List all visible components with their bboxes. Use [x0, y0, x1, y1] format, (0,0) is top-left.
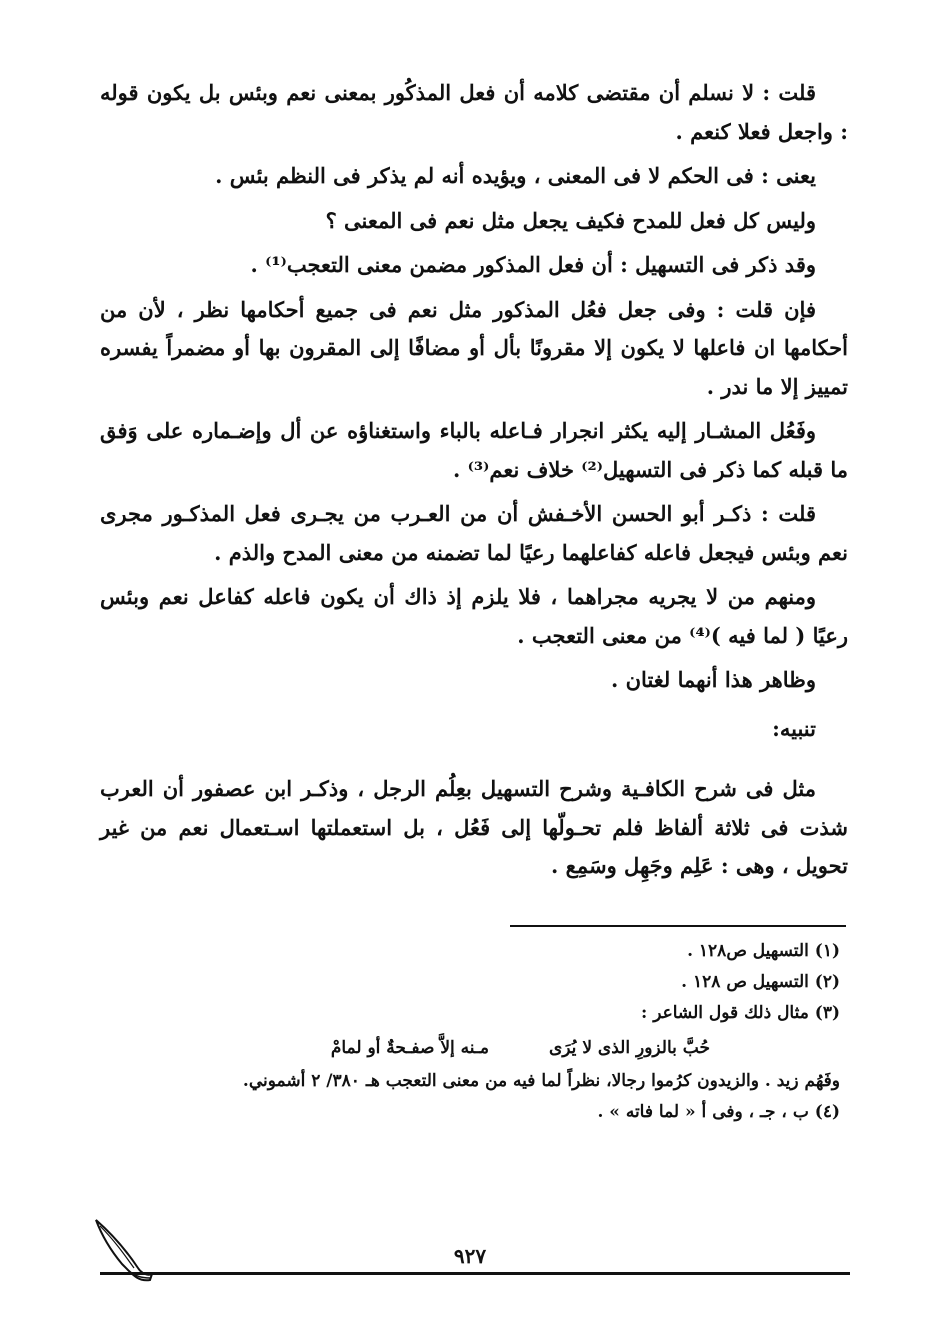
- footnotes: [100, 936, 840, 1128]
- page-number: ٩٢٧: [453, 1244, 487, 1268]
- footnote-4: (٤) ب ، جـ ، وفى أ « لما فاته » .: [597, 1102, 840, 1122]
- paragraph: يعنى : فى الحكم لا فى المعنى ، ويؤيده أنه لم يذكر فى النظم بئس .: [215, 163, 816, 188]
- paragraph: قلت : لا نسلم أن مقتضى كلامه أن فعل المذكُور بمعنى نعم وبئس بل يكون قوله : واجعل فعلا كنعم .: [100, 80, 848, 144]
- main-text: [100, 74, 848, 892]
- paragraph: ومنهم من لا يجريه مجراهما ، فلا يلزم إذ ذاك أن يكون فاعله كفاعل نعم وبئس رعيًا ( لما فيه )⁽⁴⁾ من معنى التعجب .: [100, 584, 848, 648]
- footnote-3: (٣) مثال ذلك قول الشاعر :: [641, 1003, 840, 1023]
- bottom-rule: [100, 1272, 850, 1275]
- footnote-2: (٢) التسهيل ص ١٢٨ .: [681, 972, 840, 992]
- footnote-divider: [510, 925, 846, 927]
- paragraph: وليس كل فعل للمدح فكيف يجعل مثل نعم فى المعنى ؟: [325, 207, 816, 233]
- footnote-1: (١) التسهيل ص١٢٨ .: [687, 941, 840, 961]
- paragraph: وظاهر هذا أنهما لغتان .: [611, 667, 816, 692]
- section-heading: تنبيه:: [772, 715, 816, 741]
- verse-second-hemistich: مـنه إلاَّ صفـحةٌ أو لمامْ: [330, 1038, 489, 1058]
- paragraph: فإن قلت : وفى جعل فعُل المذكور مثل نعم فى جميع أحكامها نظر ، لأن من أحكامها ان فاعلها لا يكون إلا مقرونًا بأل أو مضافًا إلى المقرون بها أو مضمراً يفسره تمييز إلا ما ندر .: [100, 296, 848, 399]
- paragraph: وقد ذكر فى التسهيل : أن فعل المذكور مضمن معنى التعجب⁽¹⁾ .: [250, 252, 816, 277]
- paragraph: وفَعُل المشـار إليه يكثر انجرار فـاعله بالباء واستغناؤه عن أل وإضـماره على وَفق ما قبله كما ذكر فى التسهيل⁽²⁾ خلاف نعم⁽³⁾ .: [100, 418, 848, 482]
- verse-first-hemistich: حُبَّ بالزورِ الذى لا يُرَى: [548, 1038, 710, 1058]
- poetry-verse: [100, 1033, 840, 1064]
- paragraph: مثل فى شرح الكافـية وشرح التسهيل بعِلُم الرجل ، وذكـر ابن عصفور أن العرب شذت فى ثلاثة ألفاظ فلم تحـولّها إلى فَعُل ، بل استعملتها اسـتعمال نعم من غير تحويل ، وهى : عَلِم وجَهِل وسَمِع .: [100, 776, 848, 878]
- paragraph: قلت : ذكـر أبو الحسن الأخـفش أن من العـرب من يجـرى فعل المذكـور مجرى نعم وبئس فيجعل فاعله كفاعلهما رعيًا لما تضمنه من معنى المدح والذم .: [100, 501, 848, 565]
- footnote-3-continuation: وفَهُم زيد . والزيدون كرُموا رجالا، نظراً لما فيه من معنى التعجب هـ ٣٨٠/ ٢ أشموني.: [242, 1071, 840, 1091]
